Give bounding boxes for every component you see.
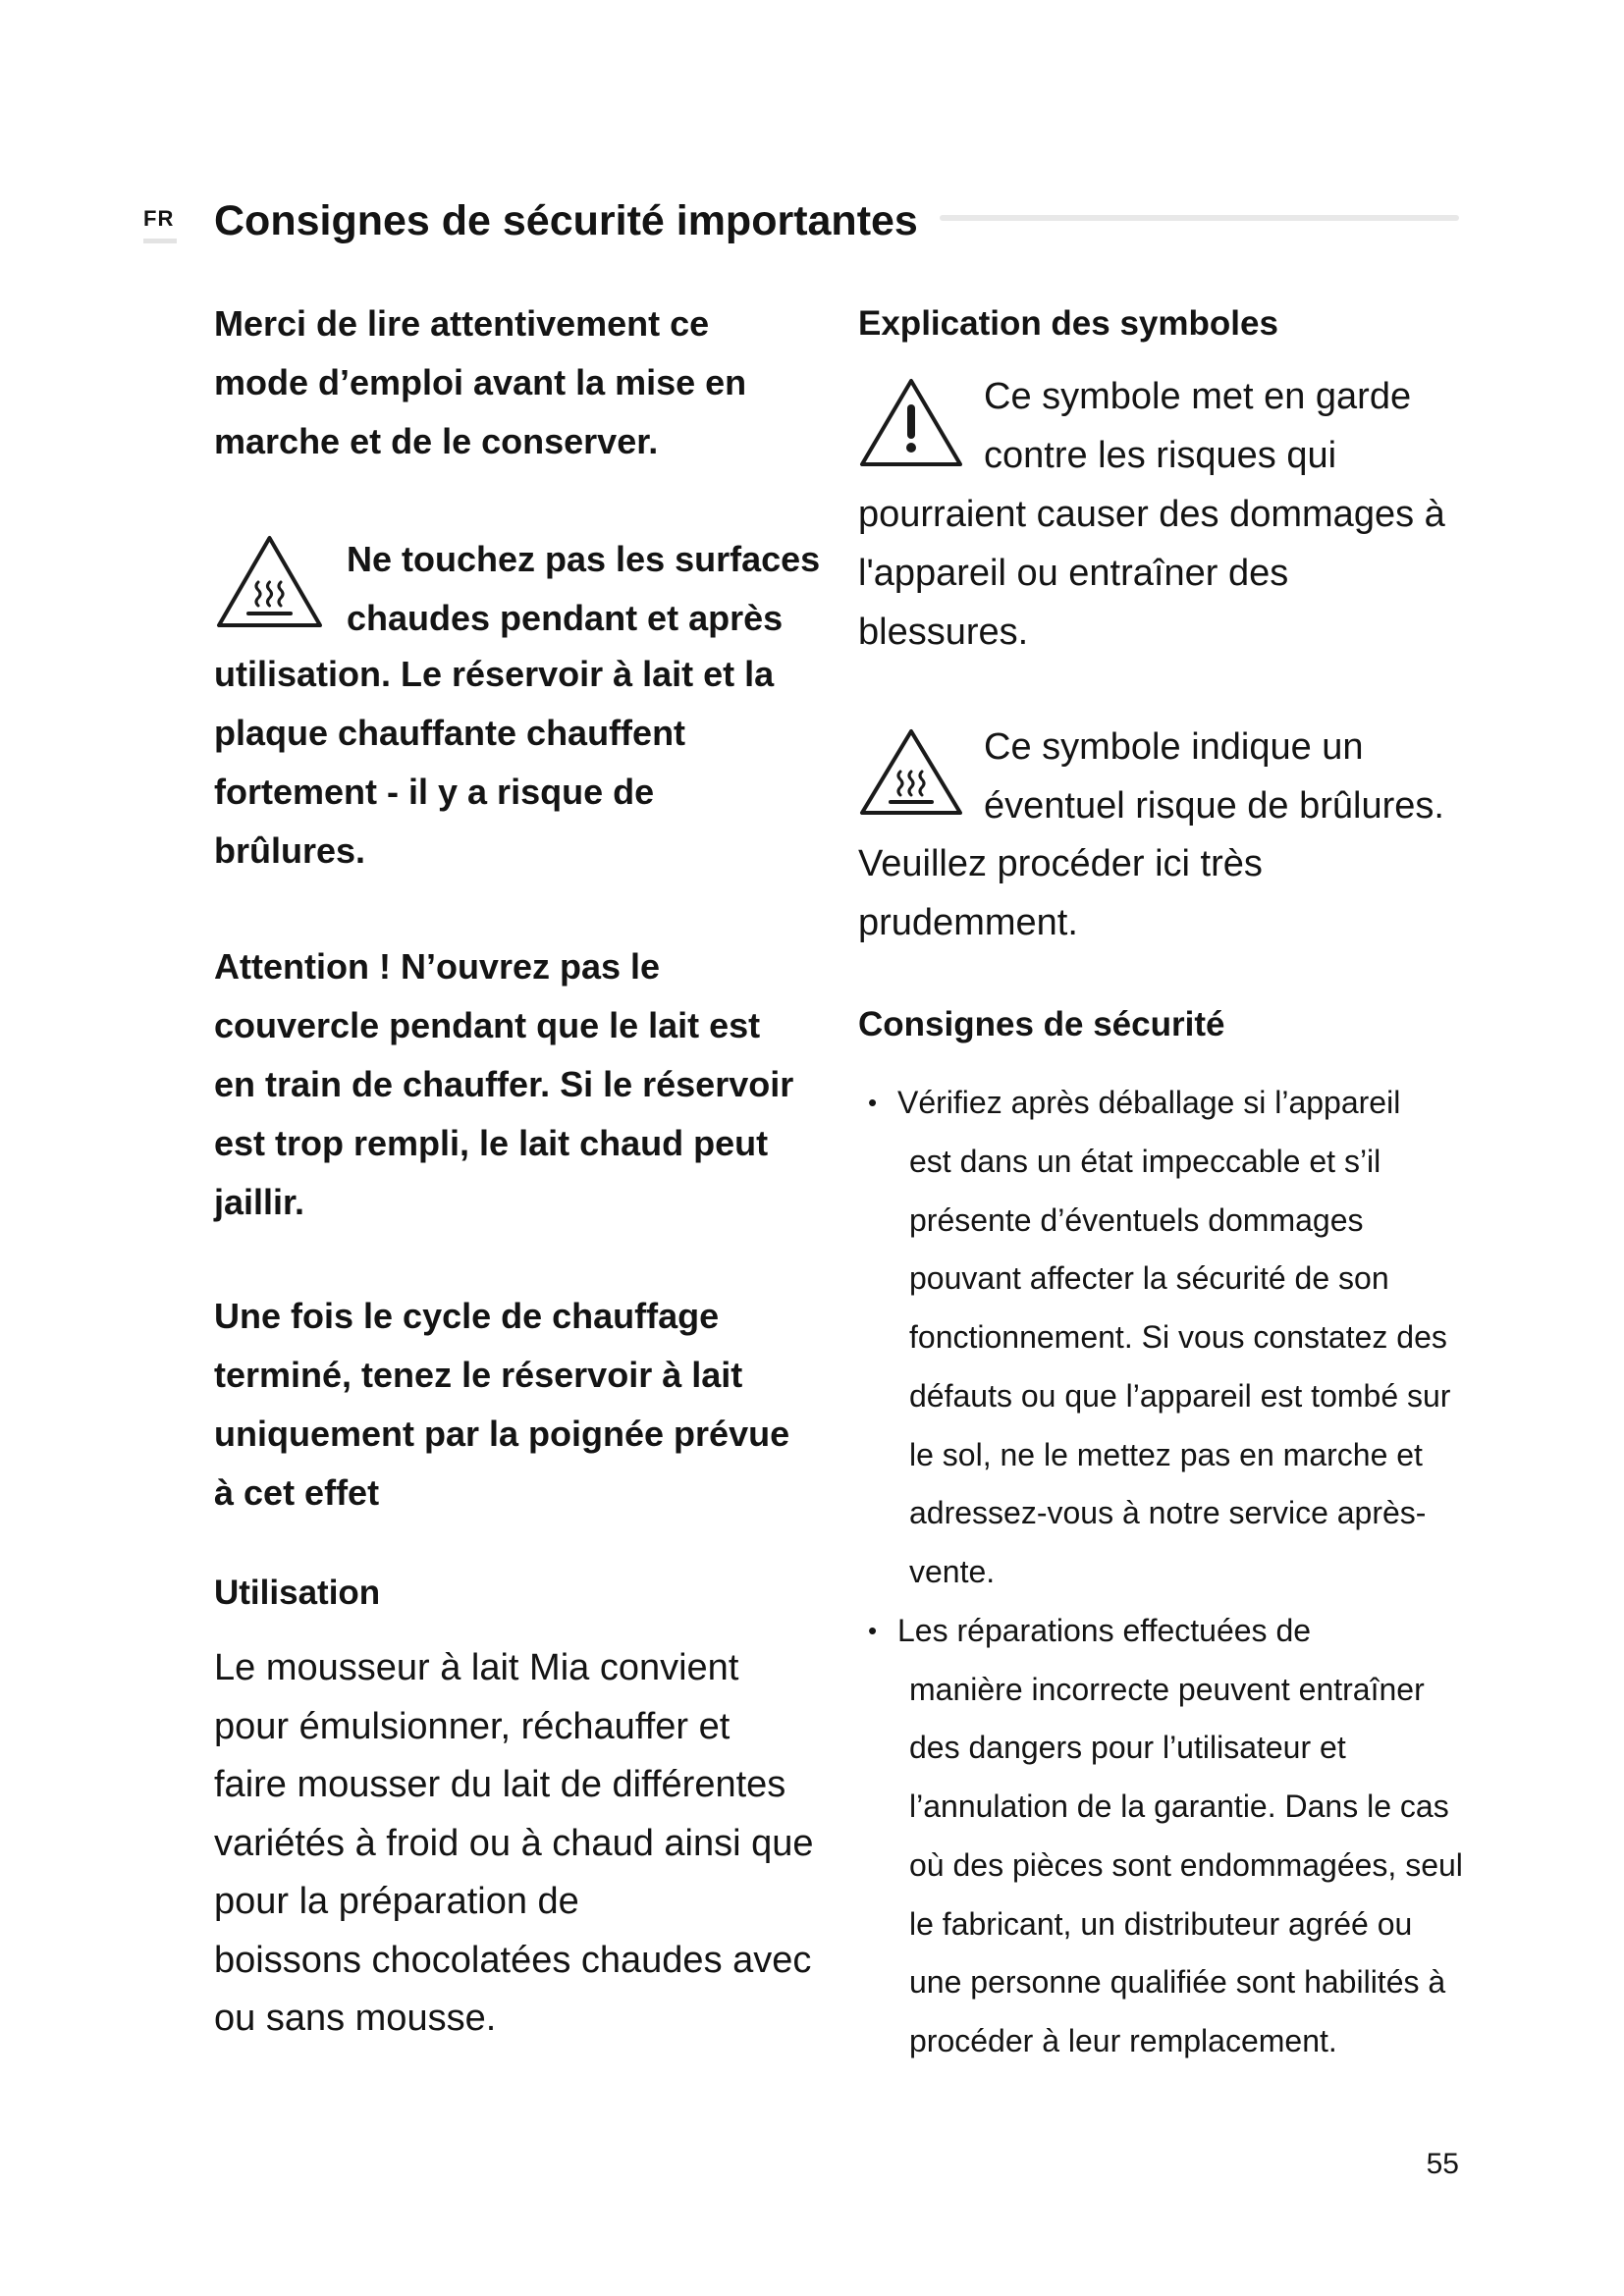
bullet-line: des dangers pour l’utilisateur et xyxy=(909,1730,1346,1766)
hot-surface-warning-continued xyxy=(214,645,774,881)
usage-heading: Utilisation xyxy=(214,1574,381,1612)
bullet-line: fonctionnement. Si vous constatez des xyxy=(909,1319,1447,1355)
intro-line: Merci de lire attentivement ce xyxy=(214,303,710,344)
heating-cycle-line: Une fois le cycle de chauffage xyxy=(214,1296,720,1336)
usage-line: faire mousser du lait de différentes xyxy=(214,1764,786,1805)
hot-surface-line: Ne touchez pas les surfaces xyxy=(347,539,821,579)
warning-icon xyxy=(857,376,965,469)
intro-line: mode d’emploi avant la mise en xyxy=(214,362,747,402)
symbols-heading: Explication des symboles xyxy=(858,304,1278,343)
warning-symbol-line: blessures. xyxy=(858,611,1029,653)
warning-symbol-line: Ce symbole met en garde xyxy=(984,376,1412,417)
usage-line: ou sans mousse. xyxy=(214,1998,497,2039)
bullet-marker: • xyxy=(868,1615,878,1645)
heating-cycle-line: à cet effet xyxy=(214,1472,380,1513)
bullet-line: manière incorrecte peuvent entraîner xyxy=(909,1671,1425,1707)
page-title: Consignes de sécurité importantes xyxy=(214,197,918,244)
language-tag: FR xyxy=(143,206,175,231)
hot-surface-line: utilisation. Le réservoir à lait et la xyxy=(214,654,775,694)
bullet-line: l’annulation de la garantie. Dans le cas xyxy=(909,1789,1449,1824)
attention-line: est trop rempli, le lait chaud peut xyxy=(214,1123,769,1163)
usage-paragraph xyxy=(214,1639,814,2049)
bullet-line: Vérifiez après déballage si l’appareil xyxy=(897,1085,1401,1120)
warning-symbol-line: contre les risques qui xyxy=(984,434,1337,476)
bullet-line: Les réparations effectuées de xyxy=(897,1612,1312,1648)
burn-symbol-text xyxy=(984,719,1444,836)
warning-symbol-line: l'appareil ou entraîner des xyxy=(858,552,1289,594)
heating-cycle-line: terminé, tenez le réservoir à lait xyxy=(214,1355,743,1395)
bullet-line: défauts ou que l’appareil est tombé sur xyxy=(909,1377,1451,1414)
bullet-item xyxy=(858,1602,1463,2071)
warning-symbol-text-continued xyxy=(858,486,1445,662)
bullet-line: une personne qualifiée sont habilités à xyxy=(909,1964,1446,2001)
attention-line: en train de chauffer. Si le réservoir xyxy=(214,1064,794,1104)
hot-surface-line: fortement - il y a risque de xyxy=(214,772,655,812)
burn-symbol-line: Ce symbole indique un xyxy=(984,726,1364,768)
safety-bullet-list xyxy=(858,1074,1463,2071)
bullet-item xyxy=(858,1074,1459,1602)
safety-heading: Consignes de sécurité xyxy=(858,1005,1225,1043)
bullet-line: adressez-vous à notre service après- xyxy=(909,1495,1427,1531)
attention-line: couvercle pendant que le lait est xyxy=(214,1005,761,1045)
burn-symbol-line: éventuel risque de brûlures. xyxy=(984,784,1444,827)
bullet-line: présente d’éventuels dommages xyxy=(909,1201,1364,1238)
usage-line: Le mousseur à lait Mia convient xyxy=(214,1647,739,1688)
hot-surface-line: brûlures. xyxy=(214,830,366,871)
bullet-line: le sol, ne le mettez pas en marche et xyxy=(909,1436,1423,1472)
burn-symbol-line: prudemment. xyxy=(858,901,1078,943)
bullet-line: pouvant affecter la sécurité de son xyxy=(909,1260,1389,1297)
bullet-line: où des pièces sont endommagées, seul xyxy=(909,1846,1463,1883)
attention-line: Attention ! N’ouvrez pas le xyxy=(214,946,661,987)
hot-surface-line: chaudes pendant et après xyxy=(347,598,784,638)
intro-line: marche et de le conserver. xyxy=(214,421,659,461)
page-number: 55 xyxy=(1426,2148,1459,2180)
intro-paragraph xyxy=(214,294,746,471)
heating-cycle-paragraph xyxy=(214,1287,789,1522)
bullet-line: le fabricant, un distributeur agréé ou xyxy=(909,1905,1413,1942)
usage-line: boissons chocolatées chaudes avec xyxy=(214,1939,812,1981)
hot-surface-line: plaque chauffante chauffent xyxy=(214,713,686,753)
language-tag-underline xyxy=(143,239,177,243)
usage-line: pour la préparation de xyxy=(214,1881,579,1922)
bullet-line: vente. xyxy=(909,1554,996,1589)
bullet-line: procéder à leur remplacement. xyxy=(909,2023,1337,2058)
usage-line: variétés à froid ou à chaud ainsi que xyxy=(214,1822,814,1864)
attention-paragraph xyxy=(214,937,793,1232)
warning-symbol-line: pourraient causer des dommages à xyxy=(858,494,1445,535)
usage-line: pour émulsionner, réchauffer et xyxy=(214,1705,731,1747)
hot-surface-icon xyxy=(214,533,325,630)
hot-surface-icon xyxy=(857,726,965,818)
bullet-marker: • xyxy=(868,1088,878,1117)
hot-surface-warning xyxy=(347,530,820,648)
bullet-line: est dans un état impeccable et s’il xyxy=(909,1143,1381,1179)
attention-line: jaillir. xyxy=(214,1182,305,1222)
burn-symbol-line: Veuillez procéder ici très xyxy=(858,843,1263,884)
title-rule xyxy=(940,215,1459,221)
warning-symbol-text xyxy=(984,368,1411,486)
burn-symbol-text-continued xyxy=(858,835,1263,953)
heating-cycle-line: uniquement par la poignée prévue xyxy=(214,1414,790,1454)
